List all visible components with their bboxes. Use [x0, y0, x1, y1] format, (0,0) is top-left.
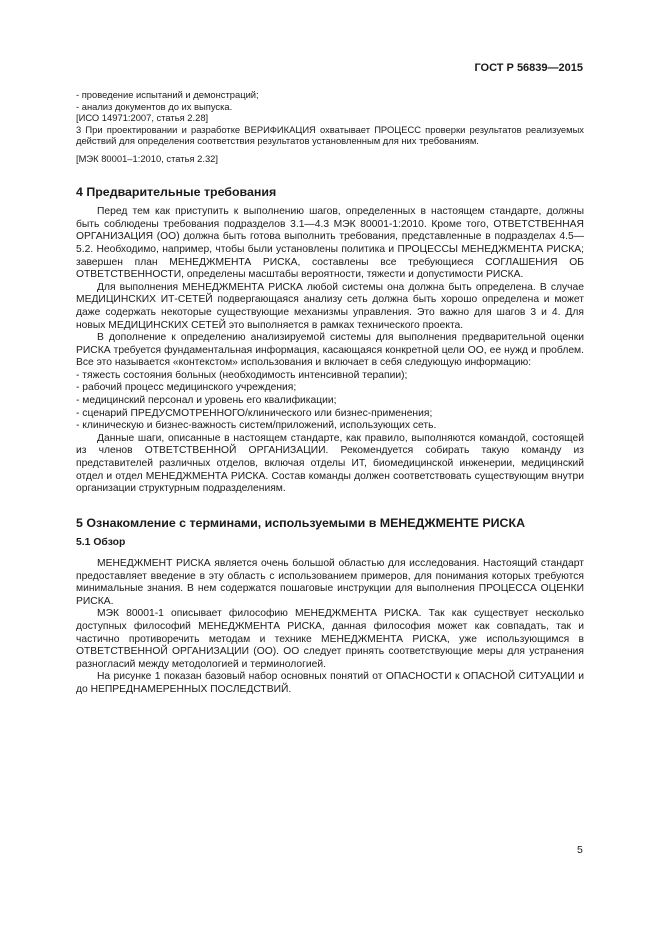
- list-item: - клиническую и бизнес-важность систем/приложений, использующих сеть.: [76, 420, 437, 432]
- list-item: - тяжесть состояния больных (необходимость интенсивной терапии);: [76, 369, 408, 381]
- subsection-heading: 5.1 Обзор: [76, 537, 126, 549]
- note-paragraph: 3 При проектировании и разработке ВЕРИФИКАЦИЯ охватывает ПРОЦЕСС проверки результатов реализуемых действий для определения соответствия результатов установленным для них требованиям.: [76, 123, 584, 147]
- list-item: - сценарий ПРЕДУСМОТРЕННОГО/клинического или бизнес-применения;: [76, 407, 433, 419]
- paragraph: МЭК 80001-1 описывает философию МЕНЕДЖМЕНТА РИСКА. Так как существует несколько доступных философий МЕНЕДЖМЕНТА РИСКА, данная философия может как совпадать, так и частично противоречить методам и технике МЕНЕДЖМЕНТА РИСКА, уже использующимся в ОТВЕТСТВЕННОЙ ОРГАНИЗАЦИИ (ОО). ОО следует принять соответствующие меры для устранения разногласий между методологией и терминологией.: [76, 608, 584, 670]
- reference: [ИСО 14971:2007, статья 2.28]: [76, 112, 209, 124]
- document-code: ГОСТ Р 56839—2015: [474, 62, 583, 74]
- paragraph: На рисунке 1 показан базовый набор основных понятий от ОПАСНОСТИ к ОПАСНОЙ СИТУАЦИИ и до НЕПРЕДНАМЕРЕННЫХ ПОСЛЕДСТВИЙ.: [76, 671, 584, 695]
- paragraph: В дополнение к определению анализируемой системы для выполнения предварительной оценки РИСКА требуется фундаментальная информация, касающаяся конкретной цели ОО, ее нужд и проблем. Все это называется «контекстом» использования и включает в себя следующую информацию:: [76, 332, 584, 369]
- paragraph: Перед тем как приступить к выполнению шагов, определенных в настоящем стандарте, должны быть соблюдены требования подразделов 3.1—4.3 МЭК 80001-1:2010. Кроме того, ОТВЕТСТВЕННАЯ ОРГАНИЗАЦИЯ (ОО) должна быть готова выполнить требования, представленные в подразделах 4.5—5.2. Необходимо, например, чтобы были установлены политика и ПРОЦЕССЫ МЕНЕДЖМЕНТА РИСКА; завершен план МЕНЕДЖМЕНТА РИСКА, составлены все требующиеся СОГЛАШЕНИЯ ОБ ОТВЕТСТВЕННОСТИ, определены масштабы вероятности, тяжести и допустимости РИСКА.: [76, 206, 584, 281]
- page-content: [76, 89, 584, 697]
- section-heading: 4 Предварительные требования: [76, 184, 277, 199]
- list-item: - анализ документов до их выпуска.: [76, 100, 233, 112]
- list-item: - рабочий процесс медицинского учреждения;: [76, 382, 297, 394]
- paragraph: Для выполнения МЕНЕДЖМЕНТА РИСКА любой системы она должна быть определена. В случае МЕДИЦИНСКИХ ИТ-СЕТЕЙ подвергающаяся анализу сеть должна быть хорошо определена и может даже содержать некоторые существующие механизмы управления. Это важно для шагов 3 и 4. Для новых МЕДИЦИНСКИХ СЕТЕЙ это выполняется в рамках технического проекта.: [76, 281, 584, 331]
- section-heading: 5 Ознакомление с терминами, используемыми в МЕНЕДЖМЕНТЕ РИСКА: [76, 515, 526, 530]
- paragraph: МЕНЕДЖМЕНТ РИСКА является очень большой областью для исследования. Настоящий стандарт предоставляет введение в эту область с использованием примеров, для понимания которых требуются минимальные знания. В нем содержатся пошаговые инструкции для выполнения ПРОЦЕССА ОЦЕНКИ РИСКА.: [76, 558, 584, 607]
- list-item: - медицинский персонал и уровень его квалификации;: [76, 395, 337, 407]
- reference: [МЭК 80001–1:2010, статья 2.32]: [76, 152, 218, 164]
- paragraph: Данные шаги, описанные в настоящем стандарте, как правило, выполняются командой, состоящей из членов ОТВЕТСТВЕННОЙ ОРГАНИЗАЦИИ. Рекомендуется собирать такую команду из представителей различных отделов, включая отделы ИТ, биомедицинской инженерии, медицинский отдел и отдел МЕНЕДЖМЕНТА РИСКА. Состав команды должен соответствовать существующим внутри организации структурным подразделениям.: [76, 432, 584, 495]
- page-number: 5: [577, 844, 583, 856]
- list-item: - проведение испытаний и демонстраций;: [76, 89, 259, 100]
